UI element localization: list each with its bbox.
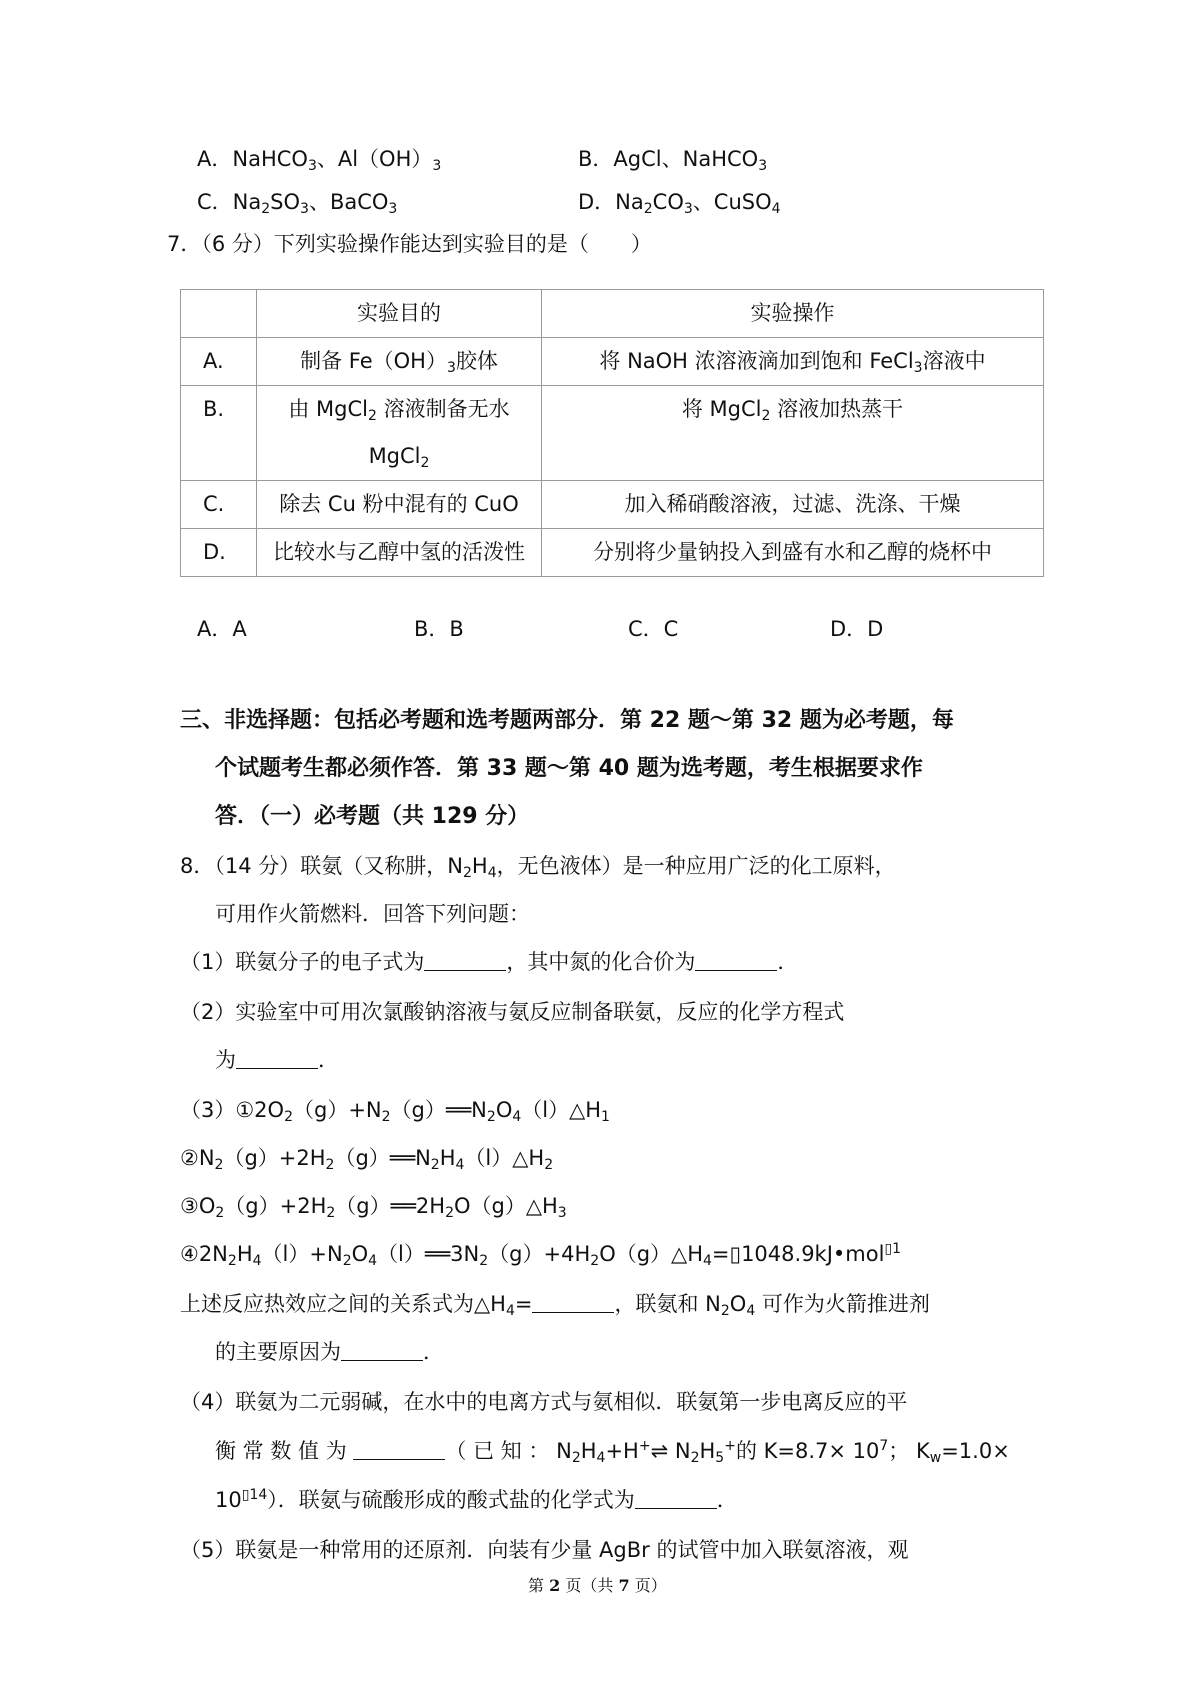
q7-choice-c: C．C: [628, 617, 679, 641]
q8-part3-eq4: $④2N_2H_4(l)+N_2O_4(l)══3N_2(g)+4H_2O(g)\triangle H_4=▯1048.9kJ•mol^{▯1}$: [180, 1241, 902, 1269]
answer-blank[interactable]: [532, 1294, 614, 1313]
q8-stem-line1: 8．（14 分）联氨（又称肼，$N_2H_4$，无色液体）是一种应用广泛的化工原料，: [180, 854, 896, 881]
answer-blank[interactable]: [341, 1342, 423, 1361]
row-goal: 制备 $Fe(OH)_3$胶体: [257, 338, 542, 386]
q8-part4-line1: （4）联氨为二元弱碱，在水中的电离方式与氨相似．联氨第一步电离反应的平: [180, 1390, 908, 1414]
q6-option-c: C．$Na_2SO_3$、BaCO$_3$: [197, 190, 398, 217]
experiment-table: [180, 289, 1044, 577]
row-label: D.: [181, 529, 257, 577]
header-goal: 实验目的: [257, 290, 542, 338]
q8-part2-line1: （2）实验室中可用次氯酸钠溶液与氨反应制备联氨，反应的化学方程式: [180, 1000, 845, 1024]
table-row: [181, 529, 1044, 577]
section3-line1: 三、非选择题：包括必考题和选考题两部分．第 22 题～第 32 题为必考题，每: [180, 708, 954, 733]
q6-option-b: B．AgCl、NaHCO$_3$: [578, 147, 768, 174]
q8-part5-line1: （5）联氨是一种常用的还原剂．向装有少量 AgBr 的试管中加入联氨溶液，观: [180, 1538, 909, 1562]
row-goal: 除去 Cu 粉中混有的 CuO: [257, 481, 542, 529]
row-operation: 加入稀硝酸溶液，过滤、洗涤、干燥: [542, 481, 1044, 529]
table-row: [181, 481, 1044, 529]
q8-part1: （1）联氨分子的电子式为 ，其中氮的化合价为 ．: [180, 950, 799, 974]
q8-part3-eq3: $③O_2(g)+2H_2(g)══2H_2O(g)\triangle H_3$: [180, 1194, 567, 1221]
q7-stem: 7．（6 分）下列实验操作能达到实验目的是（ ）: [167, 232, 652, 256]
q7-choice-a: A．A: [197, 617, 247, 641]
table-header-row: [181, 290, 1044, 338]
q8-part2-line2: 为 ．: [215, 1048, 339, 1072]
q8-stem-line2: 可用作火箭燃料．回答下列问题：: [215, 902, 530, 926]
answer-blank[interactable]: [353, 1441, 445, 1460]
q7-choice-b: B．B: [414, 617, 464, 641]
q8-part3-eq1: $(3)①2O_2(g)+N_2(g)══N_2O_4(l)\triangle H_1$: [180, 1098, 610, 1125]
row-label: C.: [181, 481, 257, 529]
q6-option-d: D．$Na_2CO_3$、CuSO$_4$: [578, 190, 781, 217]
row-operation: 将 NaOH 浓溶液滴加到饱和 FeCl$_3$溶液中: [542, 338, 1044, 386]
q8-part3-reason: 的主要原因为 ．: [215, 1340, 444, 1364]
section3-line3: 答．（一）必考题（共 129 分）: [215, 804, 530, 829]
answer-blank[interactable]: [635, 1490, 717, 1509]
page-footer: 第 2 页（共 7 页）: [528, 1576, 667, 1595]
row-label: B.: [181, 386, 257, 481]
row-goal: 比较水与乙醇中氢的活泼性: [257, 529, 542, 577]
table-row: [181, 338, 1044, 386]
table-cell: [181, 290, 257, 338]
row-operation: 分别将少量钠投入到盛有水和乙醇的烧杯中: [542, 529, 1044, 577]
row-goal: 由 MgCl$_2$ 溶液制备无水 MgCl$_2$: [257, 386, 542, 481]
answer-blank[interactable]: [424, 952, 506, 971]
header-operation: 实验操作: [542, 290, 1044, 338]
q8-part4-line2: 衡 常 数 值 为 （ 已 知 ： $N_2H_4+H^+\rightleftharpoons$ $N_2H_5^+$的 $K=8.7\times 10^7$； $K_w=1.0\times$: [215, 1438, 1010, 1466]
table-row: [181, 386, 1044, 481]
q8-part4-line3: $10^{▯14}$）．联氨与硫酸形成的酸式盐的化学式为 ．: [215, 1487, 738, 1512]
q7-choice-d: D．D: [830, 617, 884, 641]
q8-part3-relation: 上述反应热效应之间的关系式为$\triangle H_4=$ ，联氨和 $N_2O_4$ 可作为火箭推进剂: [180, 1292, 930, 1319]
q6-option-a: A．NaHCO$_3$、$Al(OH)_3$: [197, 147, 442, 174]
answer-blank[interactable]: [236, 1050, 318, 1069]
row-label: A.: [181, 338, 257, 386]
q8-part3-eq2: $②N_2(g)+2H_2(g)══N_2H_4(l)\triangle H_2$: [180, 1146, 554, 1173]
answer-blank[interactable]: [695, 952, 777, 971]
row-operation: 将 MgCl$_2$ 溶液加热蒸干: [542, 386, 1044, 481]
section3-line2: 个试题考生都必须作答．第 33 题～第 40 题为选考题，考生根据要求作: [215, 756, 923, 781]
